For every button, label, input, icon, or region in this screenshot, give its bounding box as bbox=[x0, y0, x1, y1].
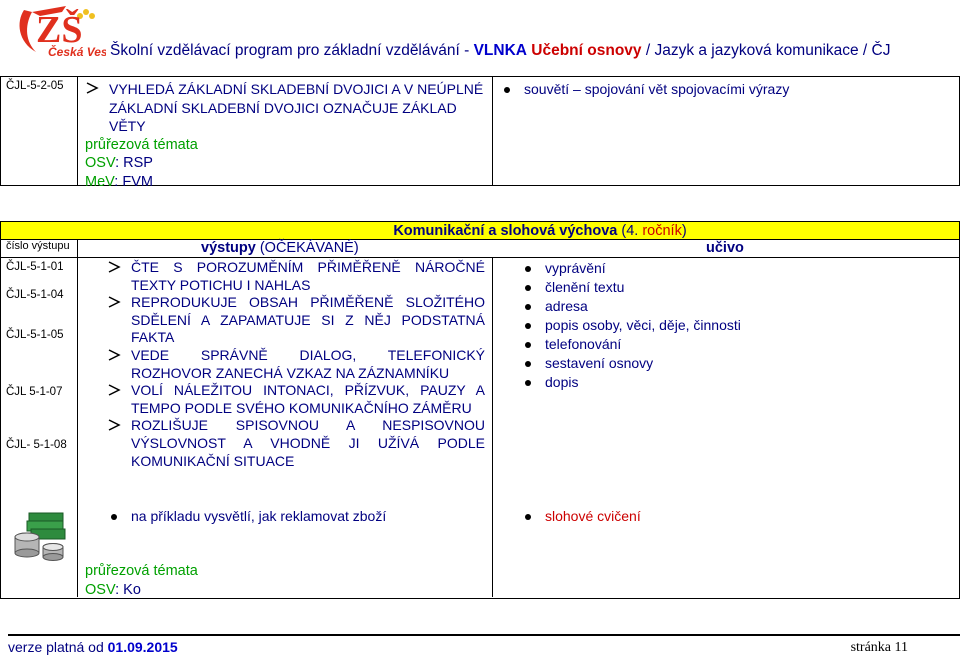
output-item: REPRODUKUJE OBSAH PŘIMĚŘENĚ SLOŽITÉHO SDĚLENÍ A ZAPAMATUJE SI Z NĚJ PODSTATNÁ FAKTA bbox=[107, 294, 485, 347]
outputs-cell bbox=[107, 259, 485, 470]
output-code: ČJL- 5-1-08 bbox=[6, 439, 67, 451]
column-header-curriculum: učivo bbox=[706, 240, 744, 256]
column-header-code: číslo výstupu bbox=[6, 240, 70, 252]
table-komunikacni-vychova bbox=[0, 239, 960, 599]
output-item: na příkladu vysvětlí, jak reklamovat zboží bbox=[107, 507, 485, 526]
curriculum-cell bbox=[500, 80, 950, 99]
cross-topics-cell bbox=[85, 562, 198, 599]
header-subject: / Jazyk a jazyková komunikace / ČJ bbox=[641, 42, 891, 59]
school-logo bbox=[6, 2, 106, 60]
curriculum-item: sestavení osnovy bbox=[521, 354, 951, 373]
money-stack-icon bbox=[9, 507, 71, 563]
output-code: ČJL-5-1-05 bbox=[6, 329, 64, 341]
cross-topic-osv: OSV: RSP bbox=[85, 155, 153, 171]
curriculum-item: telefonování bbox=[521, 335, 951, 354]
curriculum-item: souvětí – spojování vět spojovacími výrazy bbox=[500, 80, 950, 99]
output-text: VYHLEDÁ ZÁKLADNÍ SKLADEBNÍ DVOJICI A V NEÚPLNÉ ZÁKLADNÍ SKLADEBNÍ DVOJICI OZNAČUJE ZÁKLAD VĚTY bbox=[109, 81, 484, 134]
curriculum-item: členění textu bbox=[521, 278, 951, 297]
outputs-cell bbox=[85, 80, 485, 191]
output-item: VEDE SPRÁVNĚ DIALOG, TELEFONICKÝ ROZHOVOR ZANECHÁ VZKAZ NA ZÁZNAMNÍKU bbox=[107, 347, 485, 382]
logo-letters: ZŠ bbox=[36, 9, 83, 51]
header-vlnka: VLNKA bbox=[473, 42, 527, 59]
arrow-bullet-icon bbox=[85, 81, 99, 95]
table-row-cjl-5-2-05 bbox=[0, 76, 960, 190]
output-item: ČTE S POROZUMĚNÍM PŘIMĚŘENĚ NÁROČNÉ TEXTY POTICHU I NAHLAS bbox=[107, 259, 485, 294]
arrow-bullet-icon bbox=[107, 348, 121, 362]
footer-divider bbox=[8, 634, 960, 636]
footer-version: verze platná od 01.09.2015 bbox=[8, 639, 178, 655]
cross-topic-osv: OSV: Ko bbox=[85, 581, 141, 598]
curriculum-item: dopis bbox=[521, 373, 951, 392]
arrow-bullet-icon bbox=[107, 295, 121, 309]
arrow-bullet-icon bbox=[107, 383, 121, 397]
document-header bbox=[110, 42, 891, 60]
curriculum-cell bbox=[521, 259, 951, 392]
column-header-outputs: výstupy (OČEKÁVANÉ) bbox=[201, 240, 359, 256]
output-code: ČJL-5-1-01 bbox=[6, 261, 64, 273]
arrow-bullet-icon bbox=[107, 260, 121, 274]
money-icon bbox=[9, 507, 71, 563]
section-title-bar bbox=[0, 221, 960, 240]
curriculum-item: vyprávění bbox=[521, 259, 951, 278]
money-curriculum-cell bbox=[521, 507, 951, 526]
header-osnovy: Učební osnovy bbox=[531, 42, 642, 59]
output-item bbox=[85, 80, 485, 136]
output-code: ČJL 5-1-07 bbox=[6, 386, 63, 398]
logo-school-name: Česká Ves bbox=[48, 45, 106, 59]
money-output-cell bbox=[107, 507, 485, 526]
output-code: ČJL-5-1-04 bbox=[6, 289, 64, 301]
curriculum-item: adresa bbox=[521, 297, 951, 316]
cross-topics-label: průřezová témata bbox=[85, 563, 198, 579]
output-item: ROZLIŠUJE SPISOVNOU A NESPISOVNOU VÝSLOVNOST A VHODNĚ JI UŽÍVÁ PODLE KOMUNIKAČNÍ SITUACE bbox=[107, 417, 485, 470]
header-program: Školní vzdělávací program pro základní vzdělávání - bbox=[110, 42, 474, 59]
cross-topics-label: průřezová témata bbox=[85, 136, 198, 153]
curriculum-item: popis osoby, věci, děje, činnosti bbox=[521, 316, 951, 335]
arrow-bullet-icon bbox=[107, 418, 121, 432]
cross-topic-mev: MeV: FVM bbox=[85, 173, 153, 190]
output-code: ČJL-5-2-05 bbox=[6, 80, 64, 92]
section-title: Komunikační a slohová výchova (4. ročník) bbox=[393, 223, 687, 239]
curriculum-item: slohové cvičení bbox=[521, 507, 951, 526]
output-item: VOLÍ NÁLEŽITOU INTONACI, PŘÍZVUK, PAUZY A TEMPO PODLE SVÉHO KOMUNIKAČNÍHO ZÁMĚRU bbox=[107, 382, 485, 417]
logo-graphic bbox=[6, 2, 106, 60]
footer-page-number: stránka 11 bbox=[850, 640, 908, 655]
